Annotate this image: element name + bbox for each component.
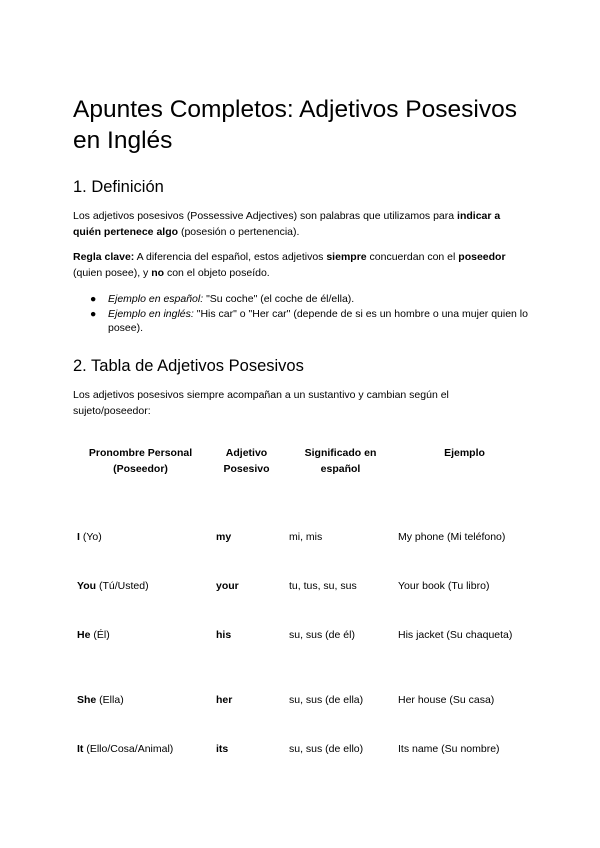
pronoun-translation: (Él)	[90, 629, 110, 641]
pronoun-translation: (Ella)	[96, 694, 124, 706]
bold-run: Regla clave:	[73, 251, 135, 263]
pronoun-translation: (Tú/Usted)	[96, 580, 149, 592]
table-row	[73, 693, 533, 742]
bold-run: siempre	[326, 251, 367, 263]
italic-label: Ejemplo en español:	[108, 293, 204, 305]
list-item	[73, 307, 529, 336]
pronoun-cell	[73, 628, 208, 693]
text-run: concuerdan con el	[366, 251, 459, 263]
text-run: "Su coche" (el coche de él/ella).	[203, 293, 355, 305]
example-cell: His jacket (Su chaqueta)	[398, 629, 513, 641]
adjective-cell: your	[216, 580, 239, 592]
text-run: "His car" o "Her car" (depende de si es un hombre o una mujer quien lo posee).	[108, 307, 528, 334]
meaning-cell: su, sus (de él)	[289, 629, 355, 641]
adjective-cell: my	[216, 531, 232, 543]
bullet-icon: ●	[90, 307, 97, 320]
column-header: Ejemplo	[444, 447, 485, 459]
italic-label: Ejemplo en inglés:	[108, 307, 194, 320]
text-run: Los adjetivos posesivos (Possessive Adjectives) son palabras que utilizamos para	[73, 210, 458, 222]
pronoun: I	[77, 531, 80, 543]
pronoun-translation: (Ello/Cosa/Animal)	[83, 743, 174, 755]
adjective-cell: its	[216, 743, 229, 755]
table-row	[73, 628, 533, 693]
bold-run: no	[151, 266, 165, 279]
pronoun-cell	[73, 742, 208, 791]
meaning-cell: su, sus (de ello)	[289, 743, 364, 755]
example-cell: Your book (Tu libro)	[398, 580, 490, 592]
text-run: (quien posee), y	[73, 266, 152, 279]
meaning-cell: tu, tus, su, sus	[289, 580, 357, 592]
example-list	[73, 292, 529, 336]
column-header: Pronombre Personal (Poseedor)	[88, 447, 193, 475]
section-heading-definition: 1. Definición	[73, 178, 164, 196]
page-title: Apuntes Completos: Adjetivos Posesivos en Inglés	[73, 96, 517, 154]
pronoun: It	[77, 743, 84, 755]
bold-run: indicar a quién pertenece algo	[73, 210, 501, 238]
bullet-icon: ●	[90, 293, 97, 305]
column-header: Adjetivo Posesivo	[223, 447, 270, 475]
column-header: Significado en español	[304, 447, 377, 475]
text-run: (posesión o pertenencia).	[178, 225, 300, 238]
table-header-row	[73, 446, 533, 510]
text-run: con el objeto poseído.	[164, 266, 270, 279]
table-intro-paragraph: Los adjetivos posesivos siempre acompañan a un sustantivo y cambian según el sujeto/poseedor:	[73, 389, 449, 417]
adjective-cell: her	[216, 694, 233, 706]
pronoun-translation: (Yo)	[79, 531, 102, 543]
definition-paragraph	[73, 209, 529, 240]
example-cell: Her house (Su casa)	[398, 694, 495, 706]
pronoun: He	[77, 629, 91, 641]
meaning-cell: mi, mis	[289, 531, 323, 543]
table-row	[73, 742, 533, 791]
table-row	[73, 510, 533, 579]
list-item	[73, 292, 529, 307]
key-rule-paragraph	[73, 250, 529, 281]
pronoun-cell	[73, 693, 208, 742]
example-cell: My phone (Mi teléfono)	[398, 531, 506, 543]
section-heading-table: 2. Tabla de Adjetivos Posesivos	[73, 357, 304, 375]
meaning-cell: su, sus (de ella)	[289, 694, 364, 706]
table-row	[73, 579, 533, 628]
example-cell: Its name (Su nombre)	[398, 743, 500, 755]
pronoun-cell	[73, 510, 208, 579]
pronoun-cell	[73, 579, 208, 628]
text-run: A diferencia del español, estos adjetivos	[134, 251, 327, 263]
pronoun: You	[77, 580, 97, 592]
possessive-adjectives-table	[73, 446, 533, 791]
adjective-cell: his	[216, 629, 232, 641]
bold-run: poseedor	[458, 251, 506, 263]
pronoun: She	[77, 694, 97, 706]
